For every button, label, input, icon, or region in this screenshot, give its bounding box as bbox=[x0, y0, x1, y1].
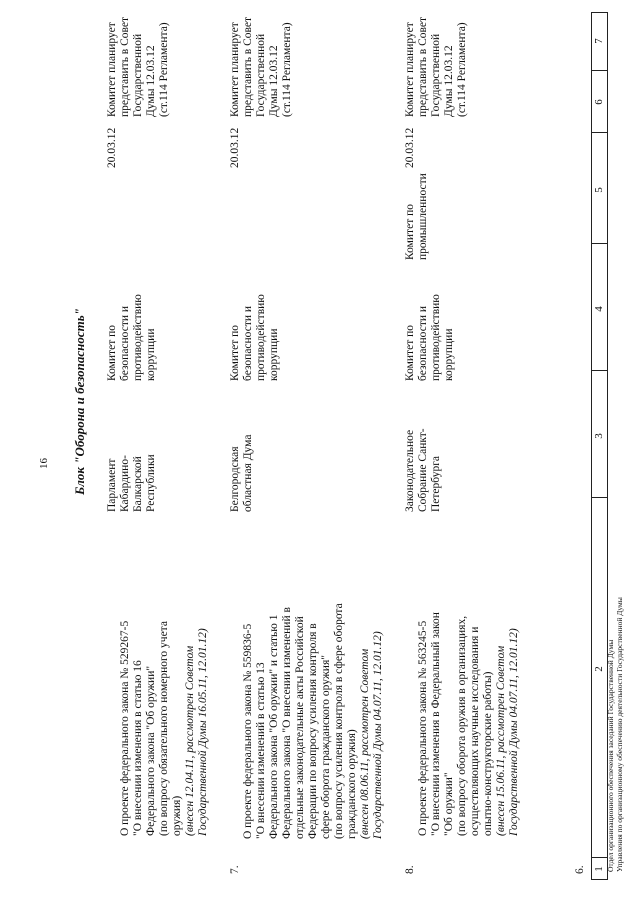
bill-note: (внесен 08.06.11, рассмотрен Советом Государственной Думы 04.07.11, 12.01.12) bbox=[359, 631, 384, 839]
bill-note: (внесен 12.04.11, рассмотрен Советом Государственной Думы 16.05.11, 12.01.12) bbox=[184, 628, 209, 836]
column-number: 6 bbox=[593, 99, 605, 105]
column-number: 2 bbox=[593, 666, 605, 672]
bill-author: Парламент Кабардино- Балкарской Республики bbox=[106, 454, 157, 512]
bill-description bbox=[229, 514, 398, 839]
column-divider bbox=[592, 370, 607, 371]
block-title: Блок "Оборона и безопасность" bbox=[72, 308, 87, 495]
decision: Комитет планирует представить в Совет Государственной Думы 12.03.12 (ст.114 Регламента) bbox=[229, 16, 293, 117]
page-number: 16 bbox=[38, 458, 50, 469]
footer-line: Управления по организационному обеспечению деятельности Государственной Думы bbox=[615, 597, 624, 872]
bill-text: О проекте федерального закона № 529267-5 "О внесении изменения в статью 16 Федерального закона "Об оружии" (по вопросу обязательного номерного учета оружия) bbox=[119, 620, 183, 836]
bill-author: Законодательное Собрание Санкт- Петербурга bbox=[404, 428, 442, 512]
bill-text: О проекте федерального закона № 559836-5 "О внесении изменений в статью 13 Федерального закона "Об оружии" и статью 1 Федерального закона "О внесении изменений в отдельные законодательные акты Российской Федерации по вопросу усиления контроля в сфере оборота гражданского оружия" (по вопросу усиления контроля в сфере оборота гражданского оружия) bbox=[242, 603, 358, 839]
row-number: 7. bbox=[229, 865, 241, 874]
column-number: 5 bbox=[593, 187, 605, 193]
co-committee: Комитет по промышленности bbox=[404, 173, 429, 260]
date: 20.03.12 bbox=[404, 127, 416, 168]
bill-text: О проекте федерального закона № 563245-5 "О внесении изменения в Федеральный закон "Об оружии" (по вопросу оборота оружия в организациях, осуществляющих научные исследования и опытно-конструкторские работы) bbox=[417, 612, 494, 836]
column-number: 4 bbox=[593, 306, 605, 312]
decision: Комитет планирует представить в Совет Государственной Думы 12.03.12 (ст.114 Регламента) bbox=[404, 16, 468, 117]
column-number: 1 bbox=[593, 866, 605, 872]
bill-author: Белгородская областная Дума bbox=[229, 434, 254, 512]
column-divider bbox=[592, 70, 607, 71]
column-number: 7 bbox=[593, 38, 605, 44]
row-number: 8. bbox=[404, 865, 416, 874]
responsible-committee: Комитет по безопасности и противодействию коррупции bbox=[229, 294, 280, 381]
responsible-committee: Комитет по безопасности и противодействию коррупции bbox=[404, 294, 455, 381]
bill-note: (внесен 15.06.11, рассмотрен Советом Государственной Думы 04.07.11, 12.01.12) bbox=[495, 628, 520, 836]
date: 20.03.12 bbox=[106, 127, 118, 168]
date: 20.03.12 bbox=[229, 127, 241, 168]
decision: Комитет планирует представить в Совет Государственной Думы 12.03.12 (ст.114 Регламента) bbox=[106, 16, 170, 117]
column-divider bbox=[592, 497, 607, 498]
footer-line: Отдел организационного обеспечения заседаний Государственной Думы bbox=[606, 639, 615, 872]
responsible-committee: Комитет по безопасности и противодействию коррупции bbox=[106, 294, 157, 381]
column-divider bbox=[592, 132, 607, 133]
bill-description bbox=[106, 526, 223, 836]
column-number: 3 bbox=[593, 433, 605, 439]
column-divider bbox=[592, 243, 607, 244]
bill-description bbox=[404, 526, 534, 836]
row-number: 6. bbox=[574, 865, 586, 874]
